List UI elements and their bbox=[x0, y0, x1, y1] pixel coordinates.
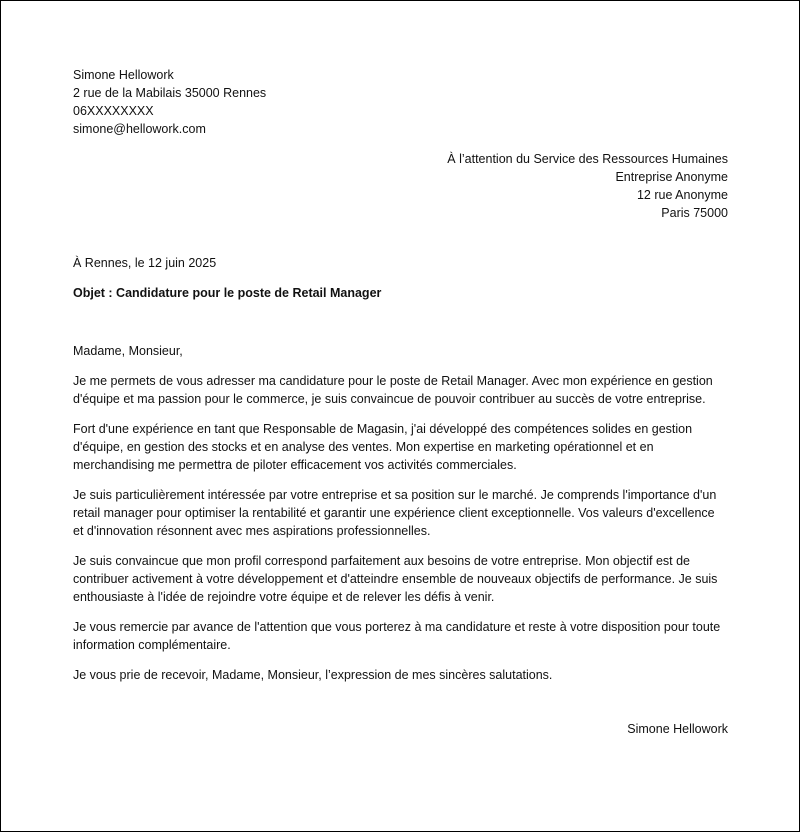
signature: Simone Hellowork bbox=[627, 722, 728, 736]
body-paragraph: Je suis particulièrement intéressée par votre entreprise et sa position sur le marché. Je comprends l'importance d'un retail manager pour optimiser la rentabilité et garantir une expérience client exceptionnelle. Vos valeurs d'excellence et d'innovation résonnent avec mes aspirations professionnelles. bbox=[73, 488, 717, 538]
sender-phone: 06XXXXXXXX bbox=[73, 104, 154, 118]
body-paragraph: Je vous remercie par avance de l'attention que vous porterez à ma candidature et reste à votre disposition pour toute information complémentaire. bbox=[73, 620, 721, 652]
cover-letter bbox=[73, 66, 728, 738]
sender-name: Simone Hellowork bbox=[73, 68, 174, 82]
closing-paragraph: Je vous prie de recevoir, Madame, Monsieur, l’expression de mes sincères salutations. bbox=[73, 668, 553, 682]
sender-address: 2 rue de la Mabilais 35000 Rennes bbox=[73, 86, 267, 100]
recipient-block bbox=[73, 150, 728, 222]
date-line: À Rennes, le 12 juin 2025 bbox=[73, 256, 217, 270]
subject-line: Objet : Candidature pour le poste de Retail Manager bbox=[73, 286, 382, 300]
sender-email: simone@hellowork.com bbox=[73, 122, 206, 136]
body-paragraph: Je me permets de vous adresser ma candidature pour le poste de Retail Manager. Avec mon expérience en gestion d'équipe et ma passion pour le commerce, je suis convaincue de pouvoir contribuer au succès de votre entreprise. bbox=[73, 374, 713, 406]
recipient-street: 12 rue Anonyme bbox=[636, 188, 728, 202]
body-paragraph: Fort d'une expérience en tant que Responsable de Magasin, j'ai développé des compétences solides en gestion d'équipe, en gestion des stocks et en analyse des ventes. Mon expertise en marketing opérationnel et en merchandising me permettra de piloter efficacement vos activités commerciales. bbox=[73, 422, 693, 472]
recipient-city: Paris 75000 bbox=[661, 206, 728, 220]
recipient-company: Entreprise Anonyme bbox=[615, 170, 728, 184]
body-paragraph: Je suis convaincue que mon profil correspond parfaitement aux besoins de votre entreprise. Mon objectif est de contribuer activement à votre développement et d'atteindre ensemble de nouveaux objectifs de performance. Je suis enthousiaste à l'idée de rejoindre votre équipe et de relever les défis à venir. bbox=[73, 554, 718, 604]
recipient-attention: À l’attention du Service des Ressources Humaines bbox=[447, 152, 728, 166]
salutation: Madame, Monsieur, bbox=[73, 344, 183, 358]
sender-block bbox=[73, 66, 728, 138]
